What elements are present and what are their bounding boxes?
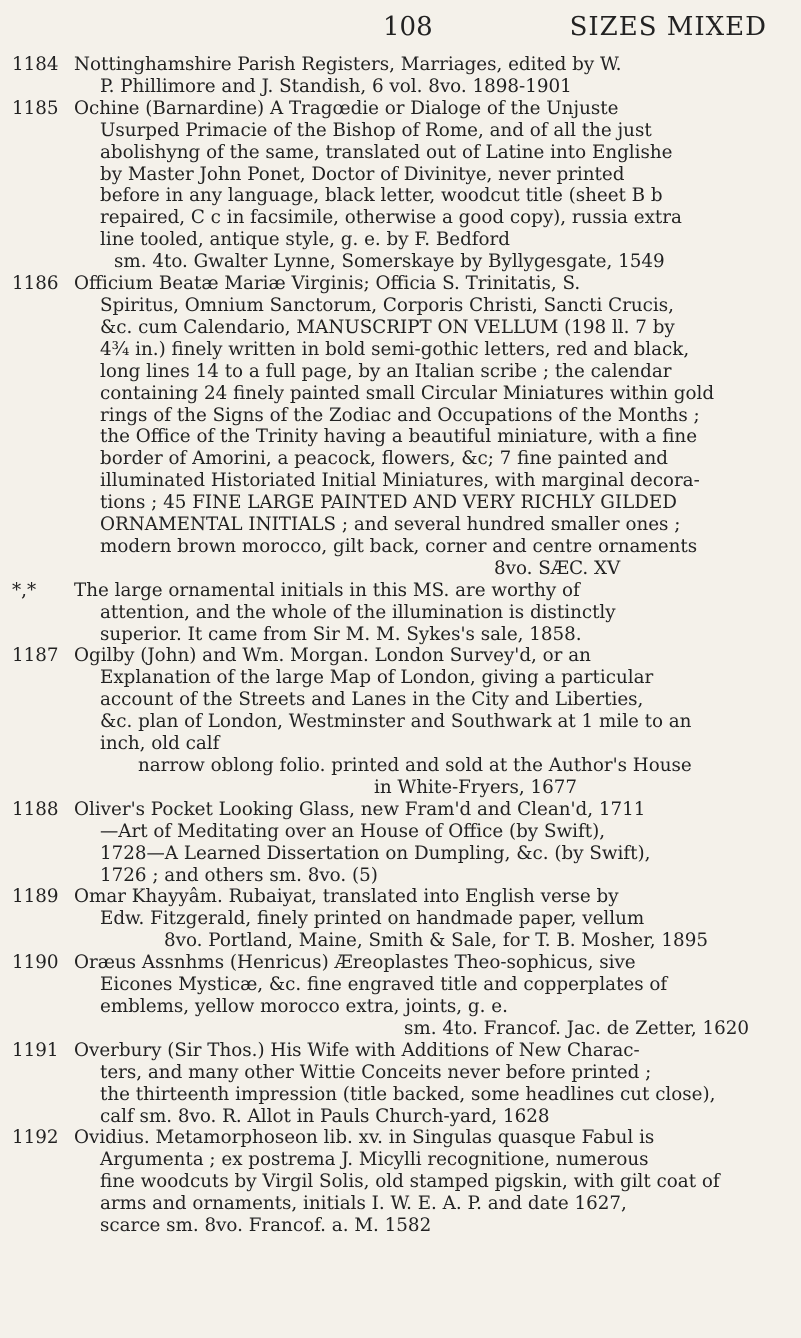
catalogue-entry-1190: [0, 952, 801, 1040]
entry-line: before in any language, black letter, woodcut title (sheet B b: [100, 185, 663, 207]
entry-line: Nottinghamshire Parish Registers, Marriages, edited by W.: [74, 54, 622, 75]
entry-line: Spiritus, Omnium Sanctorum, Corporis Christi, Sancti Crucis,: [100, 294, 674, 316]
entry-line: Ochine (Barnardine) A Tragœdie or Dialoge of the Unjuste: [74, 97, 619, 119]
entry-line: Eicones Mysticæ, &c. fine engraved title and copperplates of: [100, 974, 668, 996]
note-line: The large ornamental initials in this MS. are worthy of: [74, 579, 580, 601]
entry-line: ters, and many other Wittie Conceits never before printed ;: [100, 1061, 652, 1083]
entry-line: the thirteenth impression (title backed, some headlines cut close),: [100, 1083, 716, 1105]
entry-line: Oliver's Pocket Looking Glass, new Fram'd and Clean'd, 1711: [74, 798, 646, 820]
entry-line: tions ; 45 FINE LARGE PAINTED AND VERY RICHLY GILDED: [100, 492, 677, 514]
entry-line: —Art of Meditating over an House of Office (by Swift),: [100, 820, 606, 842]
page-number: 108: [383, 12, 433, 42]
entry-line: containing 24 finely painted small Circular Miniatures within gold: [100, 382, 715, 404]
entry-line: Officium Beatæ Mariæ Virginis; Officia S. Trinitatis, S.: [74, 273, 581, 295]
entry-line: border of Amorini, a peacock, flowers, &c; 7 fine painted and: [100, 448, 668, 470]
entry-line: modern brown morocco, gilt back, corner and centre ornaments: [100, 535, 698, 557]
catalogue-note: [0, 580, 801, 646]
lot-number: 1190: [12, 952, 59, 974]
entry-line: Explanation of the large Map of London, giving a particular: [100, 667, 654, 689]
entry-line: Ovidius. Metamorphoseon lib. xv. in Singulas quasque Fabul is: [74, 1127, 655, 1149]
entry-line: Usurped Primacie of the Bishop of Rome, and of all the just: [100, 119, 652, 141]
entry-line: by Master John Ponet, Doctor of Divinitye, never printed: [100, 163, 625, 185]
entry-line: P. Phillimore and J. Standish, 6 vol. 8vo. 1898-1901: [100, 75, 572, 97]
entry-line: Overbury (Sir Thos.) His Wife with Additions of New Charac-: [74, 1039, 640, 1061]
catalogue-entry-1192: [0, 1127, 801, 1237]
lot-number: 1189: [12, 886, 59, 908]
entry-line: calf sm. 8vo. R. Allot in Pauls Church-yard, 1628: [100, 1105, 550, 1127]
entry-imprint: 8vo. SÆC. XV: [494, 557, 621, 579]
entry-line: account of the Streets and Lanes in the City and Liberties,: [100, 689, 644, 711]
catalogue-entry-1188: [0, 799, 801, 887]
entry-line: Omar Khayyâm. Rubaiyat, translated into English verse by: [74, 886, 619, 908]
lot-number: 1186: [12, 273, 59, 295]
running-title: SIZES MIXED: [569, 12, 767, 42]
lot-number: 1185: [12, 97, 59, 119]
entry-line: &c. cum Calendario, MANUSCRIPT ON VELLUM (198 ll. 7 by: [100, 316, 675, 338]
entry-line: 1726 ; and others sm. 8vo. (5): [100, 864, 378, 886]
entry-line: scarce sm. 8vo. Francof. a. M. 1582: [100, 1215, 432, 1237]
entry-imprint: in White-Fryers, 1677: [374, 776, 578, 798]
entry-line: long lines 14 to a full page, by an Italian scribe ; the calendar: [100, 360, 672, 382]
entry-imprint: narrow oblong folio. printed and sold at the Author's House: [138, 755, 692, 776]
entry-imprint: 8vo. Portland, Maine, Smith & Sale, for T. B. Mosher, 1895: [164, 930, 708, 952]
lot-number: 1188: [12, 798, 59, 820]
entry-line: rings of the Signs of the Zodiac and Occupations of the Months ;: [100, 404, 700, 426]
note-marker: *,*: [12, 579, 37, 601]
entry-line: Ogilby (John) and Wm. Morgan. London Survey'd, or an: [74, 645, 591, 667]
entry-line: the Office of the Trinity having a beautiful miniature, with a fine: [100, 426, 698, 448]
catalogue-entry-1186: [0, 273, 801, 580]
entry-line: emblems, yellow morocco extra, joints, g. e.: [100, 995, 508, 1017]
entry-imprint: sm. 4to. Francof. Jac. de Zetter, 1620: [404, 1017, 750, 1039]
catalogue-entry-1189: [0, 886, 801, 952]
catalogue-entry-1191: [0, 1040, 801, 1128]
catalogue-entry-1185: [0, 98, 801, 273]
entry-line: &c. plan of London, Westminster and Southwark at 1 mile to an: [100, 711, 692, 733]
page-header: [0, 12, 801, 52]
entry-line: inch, old calf: [100, 733, 220, 755]
lot-number: 1191: [12, 1039, 59, 1061]
entry-imprint: sm. 4to. Gwalter Lynne, Somerskaye by Byllygesgate, 1549: [114, 251, 665, 273]
entry-line: line tooled, antique style, g. e. by F. Bedford: [100, 229, 510, 251]
entry-line: illuminated Historiated Initial Miniatures, with marginal decora-: [100, 470, 700, 492]
entry-line: fine woodcuts by Virgil Solis, old stamped pigskin, with gilt coat of: [100, 1171, 720, 1193]
note-line: attention, and the whole of the illumination is distinctly: [100, 601, 616, 623]
entry-line: Argumenta ; ex postrema J. Micylli recognitione, numerous: [100, 1149, 649, 1171]
entry-line: 4¾ in.) finely written in bold semi-gothic letters, red and black,: [100, 338, 690, 360]
lot-number: 1192: [12, 1127, 59, 1149]
lot-number: 1187: [12, 645, 59, 667]
entry-line: arms and ornaments, initials I. W. E. A. P. and date 1627,: [100, 1193, 627, 1215]
entry-line: Oræus Assnhms (Henricus) Æreoplastes Theo-sophicus, sive: [74, 952, 636, 974]
entry-line: ORNAMENTAL INITIALS ; and several hundred smaller ones ;: [100, 514, 681, 536]
catalogue-entries: [0, 54, 801, 1237]
entry-line: repaired, C c in facsimile, otherwise a good copy), russia extra: [100, 207, 682, 229]
entry-line: abolishyng of the same, translated out of Latine into Englishe: [100, 141, 673, 163]
catalogue-entry-1187: [0, 645, 801, 798]
note-line: superior. It came from Sir M. M. Sykes's sale, 1858.: [100, 623, 582, 645]
entry-line: Edw. Fitzgerald, finely printed on handmade paper, vellum: [100, 908, 645, 930]
lot-number: 1184: [12, 54, 59, 75]
entry-line: 1728—A Learned Dissertation on Dumpling, &c. (by Swift),: [100, 842, 651, 864]
catalogue-entry-1184: [0, 54, 801, 98]
